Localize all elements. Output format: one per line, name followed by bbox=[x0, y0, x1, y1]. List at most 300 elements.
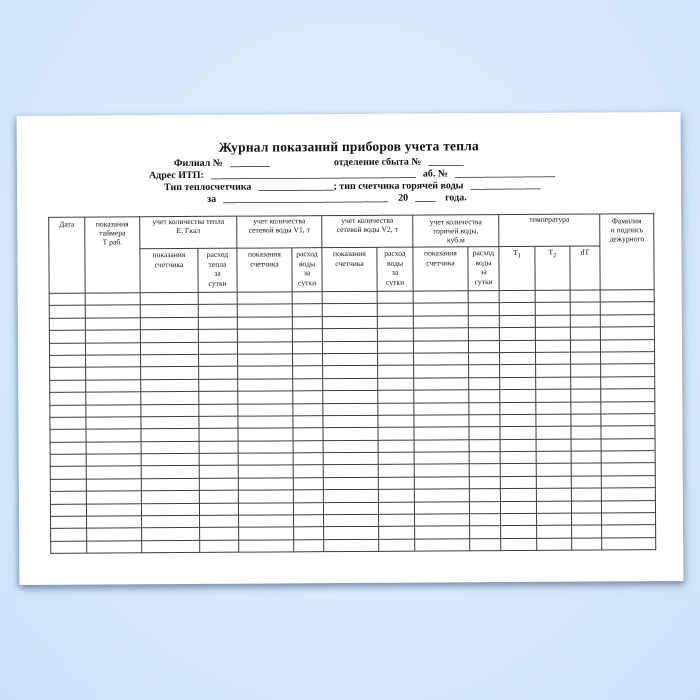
table-empty-cell bbox=[49, 293, 85, 306]
table-empty-cell bbox=[536, 451, 571, 464]
table-empty-cell bbox=[571, 414, 601, 427]
table-empty-cell bbox=[323, 465, 378, 478]
table-empty-cell bbox=[601, 451, 655, 464]
table-empty-cell bbox=[600, 327, 654, 340]
table-empty-cell bbox=[377, 341, 413, 354]
table-empty-cell bbox=[50, 442, 86, 455]
table-empty-cell bbox=[237, 329, 292, 342]
table-empty-cell bbox=[322, 341, 377, 354]
table-empty-cell bbox=[294, 539, 324, 552]
table-empty-cell bbox=[468, 315, 499, 328]
table-empty-cell bbox=[323, 366, 378, 379]
table-empty-cell bbox=[413, 328, 468, 341]
table-empty-cell bbox=[50, 392, 86, 405]
table-empty-cell bbox=[238, 354, 293, 367]
subcol-t2: $T_2$ bbox=[535, 246, 570, 290]
table-empty-cell bbox=[199, 404, 238, 417]
table-empty-cell bbox=[499, 340, 535, 353]
table-empty-cell bbox=[238, 478, 293, 491]
table-empty-cell bbox=[238, 502, 293, 515]
table-empty-cell bbox=[500, 414, 536, 427]
table-empty-cell bbox=[414, 390, 469, 403]
table-empty-cell bbox=[415, 514, 470, 527]
table-empty-cell bbox=[536, 439, 571, 452]
table-empty-cell bbox=[500, 352, 536, 365]
table-empty-cell bbox=[535, 315, 570, 328]
table-empty-cell bbox=[571, 476, 601, 489]
table-empty-cell bbox=[323, 452, 378, 465]
table-empty-cell bbox=[601, 475, 655, 488]
col-header-date: Дата bbox=[49, 217, 85, 293]
readings-table bbox=[48, 213, 656, 554]
table-empty-cell bbox=[198, 342, 237, 355]
table-empty-cell bbox=[141, 441, 199, 454]
account-blank-underline: ____________________ bbox=[454, 167, 555, 180]
table-empty-cell bbox=[142, 540, 200, 553]
table-empty-cell bbox=[199, 428, 238, 441]
table-empty-cell bbox=[500, 501, 536, 514]
table-empty-cell bbox=[324, 527, 379, 540]
table-empty-cell bbox=[571, 401, 601, 414]
table-empty-cell bbox=[414, 353, 469, 366]
table-empty-cell bbox=[468, 340, 499, 353]
table-empty-cell bbox=[413, 316, 468, 329]
table-empty-cell bbox=[469, 501, 500, 514]
table-empty-cell bbox=[469, 476, 500, 489]
table-empty-cell bbox=[200, 515, 239, 528]
table-empty-cell bbox=[469, 377, 500, 390]
table-empty-cell bbox=[323, 403, 378, 416]
table-empty-cell bbox=[141, 503, 199, 516]
dept-label: отделение сбыта № bbox=[333, 156, 422, 169]
table-empty-cell bbox=[198, 317, 237, 330]
table-empty-cell bbox=[199, 441, 238, 454]
table-empty-cell bbox=[501, 513, 537, 526]
subcol-heat-daily-usage: расход тепла за сутки bbox=[198, 248, 237, 292]
table-empty-cell bbox=[50, 479, 86, 492]
table-empty-cell bbox=[51, 529, 87, 542]
table-empty-cell bbox=[379, 514, 415, 527]
table-empty-cell bbox=[571, 488, 601, 501]
table-empty-cell bbox=[536, 364, 571, 377]
table-empty-cell bbox=[602, 525, 656, 538]
table-empty-cell bbox=[571, 377, 601, 390]
subcol-heat-meter-reading: показания счетчика bbox=[140, 248, 198, 292]
table-empty-cell bbox=[600, 314, 654, 327]
table-empty-cell bbox=[499, 315, 535, 328]
table-empty-cell bbox=[50, 429, 86, 442]
table-empty-cell bbox=[500, 365, 536, 378]
table-empty-cell bbox=[414, 477, 469, 490]
period-blank-underline: _________________________________ bbox=[223, 192, 389, 205]
table-empty-cell bbox=[600, 302, 654, 315]
table-empty-cell bbox=[499, 328, 535, 341]
table-empty-cell bbox=[324, 514, 379, 527]
table-empty-cell bbox=[323, 428, 378, 441]
table-empty-cell bbox=[198, 305, 237, 318]
table-empty-cell bbox=[86, 404, 141, 417]
table-empty-cell bbox=[602, 513, 656, 526]
table-empty-cell bbox=[86, 367, 141, 380]
table-empty-cell bbox=[570, 315, 600, 328]
table-empty-cell bbox=[323, 440, 378, 453]
table-empty-cell bbox=[500, 389, 536, 402]
table-empty-cell bbox=[141, 416, 199, 429]
table-empty-cell bbox=[377, 291, 413, 304]
table-empty-cell bbox=[140, 292, 198, 305]
address-blank-underline: _________________________________________ bbox=[210, 168, 416, 181]
table-empty-cell bbox=[470, 526, 501, 539]
subcol-dt: dT bbox=[570, 246, 600, 290]
table-empty-cell bbox=[500, 439, 536, 452]
table-empty-cell bbox=[379, 539, 415, 552]
table-empty-cell bbox=[293, 391, 323, 404]
table-empty-cell bbox=[536, 377, 571, 390]
page-title: Журнал показаний приборов учета тепла bbox=[218, 138, 479, 155]
table-empty-cell bbox=[50, 405, 86, 418]
table-empty-cell bbox=[536, 464, 571, 477]
table-empty-cell bbox=[414, 464, 469, 477]
table-empty-cell bbox=[86, 479, 141, 492]
table-empty-cell bbox=[469, 402, 500, 415]
table-empty-cell bbox=[200, 528, 239, 541]
table-empty-cell bbox=[571, 501, 601, 514]
table-empty-cell bbox=[87, 528, 142, 541]
table-empty-cell bbox=[601, 426, 655, 439]
table-empty-cell bbox=[414, 489, 469, 502]
table-empty-cell bbox=[141, 367, 199, 380]
table-empty-cell bbox=[570, 340, 600, 353]
table-empty-cell bbox=[294, 515, 324, 528]
table-empty-cell bbox=[86, 466, 141, 479]
table-empty-cell bbox=[199, 503, 238, 516]
table-empty-cell bbox=[378, 452, 414, 465]
table-empty-cell bbox=[535, 327, 570, 340]
table-empty-cell bbox=[536, 414, 571, 427]
table-empty-cell bbox=[536, 389, 571, 402]
table-empty-cell bbox=[378, 489, 414, 502]
table-empty-cell bbox=[537, 513, 572, 526]
table-empty-cell bbox=[469, 353, 500, 366]
table-empty-cell bbox=[536, 488, 571, 501]
meter-type-label: Тип теплосчетчика bbox=[163, 181, 252, 194]
table-empty-cell bbox=[50, 491, 86, 504]
table-empty-cell bbox=[378, 353, 414, 366]
table-empty-cell bbox=[293, 490, 323, 503]
table-empty-cell bbox=[199, 490, 238, 503]
table-empty-cell bbox=[86, 392, 141, 405]
table-empty-cell bbox=[535, 290, 570, 303]
table-empty-cell bbox=[602, 537, 656, 550]
table-empty-cell bbox=[414, 439, 469, 452]
table-empty-cell bbox=[469, 414, 500, 427]
col-header-timer: показания таймера Т раб. bbox=[85, 217, 140, 293]
branch-label: Филиал № bbox=[173, 157, 223, 170]
subcol-v2-daily-usage: расход воды за сутки bbox=[377, 247, 413, 291]
table-empty-cell bbox=[238, 391, 293, 404]
table-empty-cell bbox=[238, 416, 293, 429]
table-empty-cell bbox=[85, 305, 140, 318]
table-empty-cell bbox=[200, 540, 239, 553]
table-empty-cell bbox=[50, 417, 86, 430]
table-empty-cell bbox=[323, 378, 378, 391]
table-empty-cell bbox=[199, 478, 238, 491]
table-empty-cell bbox=[293, 465, 323, 478]
table-empty-cell bbox=[414, 378, 469, 391]
table-empty-cell bbox=[378, 390, 414, 403]
table-empty-cell bbox=[468, 291, 499, 304]
col-group-temperature: температура bbox=[499, 214, 600, 247]
account-label: аб. № bbox=[422, 168, 448, 180]
table-empty-cell bbox=[141, 429, 199, 442]
table-empty-cell bbox=[378, 365, 414, 378]
table-empty-cell bbox=[414, 415, 469, 428]
table-empty-cell bbox=[141, 491, 199, 504]
table-empty-cell bbox=[238, 403, 293, 416]
table-empty-cell bbox=[49, 343, 85, 356]
table-empty-cell bbox=[378, 477, 414, 490]
table-empty-cell bbox=[501, 526, 537, 539]
table-empty-cell bbox=[198, 329, 237, 342]
table-empty-cell bbox=[51, 516, 87, 529]
table-empty-cell bbox=[500, 464, 536, 477]
table-empty-cell bbox=[293, 378, 323, 391]
table-empty-cell bbox=[571, 352, 601, 365]
table-empty-cell bbox=[414, 452, 469, 465]
table-empty-cell bbox=[571, 451, 601, 464]
table-empty-cell bbox=[536, 426, 571, 439]
table-empty-cell bbox=[238, 379, 293, 392]
table-empty-cell bbox=[237, 317, 292, 330]
hotwater-meter-label: ; тип счетчика горячей воды bbox=[333, 180, 464, 193]
table-empty-cell bbox=[238, 453, 293, 466]
table-empty-cell bbox=[50, 504, 86, 517]
table-empty-cell bbox=[324, 539, 379, 552]
table-empty-cell bbox=[86, 429, 141, 442]
table-empty-cell bbox=[499, 303, 535, 316]
journal-form-sheet bbox=[17, 112, 684, 585]
table-empty-cell bbox=[536, 476, 571, 489]
table-empty-cell bbox=[379, 527, 415, 540]
table-empty-cell bbox=[570, 327, 600, 340]
table-empty-cell bbox=[378, 427, 414, 440]
table-empty-cell bbox=[536, 501, 571, 514]
table-empty-cell bbox=[570, 302, 600, 315]
table-empty-cell bbox=[238, 441, 293, 454]
table-empty-cell bbox=[49, 318, 85, 331]
table-empty-cell bbox=[570, 290, 600, 303]
journal-table-body bbox=[49, 290, 656, 554]
table-empty-cell bbox=[85, 293, 140, 306]
table-empty-cell bbox=[199, 416, 238, 429]
table-empty-cell bbox=[378, 403, 414, 416]
table-empty-cell bbox=[141, 454, 199, 467]
table-empty-cell bbox=[85, 342, 140, 355]
table-empty-cell bbox=[500, 427, 536, 440]
table-empty-cell bbox=[601, 463, 655, 476]
table-empty-cell bbox=[415, 526, 470, 539]
table-empty-cell bbox=[199, 391, 238, 404]
col-header-signature: Фамилия и подпись дежурного bbox=[600, 214, 654, 290]
table-empty-cell bbox=[601, 488, 655, 501]
table-empty-cell bbox=[572, 513, 602, 526]
table-empty-cell bbox=[500, 451, 536, 464]
table-empty-cell bbox=[601, 339, 655, 352]
table-empty-cell bbox=[469, 439, 500, 452]
table-empty-cell bbox=[293, 478, 323, 491]
table-empty-cell bbox=[141, 466, 199, 479]
table-empty-cell bbox=[414, 427, 469, 440]
table-empty-cell bbox=[377, 316, 413, 329]
table-empty-cell bbox=[86, 491, 141, 504]
table-empty-cell bbox=[536, 352, 571, 365]
table-empty-cell bbox=[199, 379, 238, 392]
table-empty-cell bbox=[413, 340, 468, 353]
table-empty-cell bbox=[378, 378, 414, 391]
table-empty-cell bbox=[601, 414, 655, 427]
table-empty-cell bbox=[293, 403, 323, 416]
table-empty-cell bbox=[571, 426, 601, 439]
table-empty-cell bbox=[501, 538, 537, 551]
table-empty-cell bbox=[470, 514, 501, 527]
table-empty-cell bbox=[322, 291, 377, 304]
table-empty-cell bbox=[293, 453, 323, 466]
table-empty-cell bbox=[51, 541, 87, 554]
subcol-v1-meter-reading: показания счетчика bbox=[237, 248, 292, 292]
table-empty-cell bbox=[87, 516, 142, 529]
table-empty-cell bbox=[141, 392, 199, 405]
table-empty-cell bbox=[377, 304, 413, 317]
table-empty-cell bbox=[140, 305, 198, 318]
table-empty-cell bbox=[50, 467, 86, 480]
table-empty-cell bbox=[142, 528, 200, 541]
table-empty-cell bbox=[50, 454, 86, 467]
table-empty-cell bbox=[292, 304, 322, 317]
table-empty-cell bbox=[50, 380, 86, 393]
table-empty-cell bbox=[601, 500, 655, 513]
table-empty-cell bbox=[601, 401, 655, 414]
meter-type-blank-underline: _______________ bbox=[258, 181, 334, 193]
table-empty-cell bbox=[140, 317, 198, 330]
branch-line bbox=[17, 155, 681, 170]
table-empty-cell bbox=[469, 464, 500, 477]
table-empty-cell bbox=[292, 316, 322, 329]
col-group-heat: учет количества тепла Е, Гкал bbox=[140, 216, 237, 249]
table-empty-cell bbox=[86, 355, 141, 368]
table-empty-cell bbox=[601, 364, 655, 377]
table-empty-cell bbox=[292, 329, 322, 342]
table-empty-cell bbox=[415, 539, 470, 552]
table-empty-cell bbox=[49, 306, 85, 319]
table-empty-cell bbox=[294, 527, 324, 540]
period-label: за bbox=[207, 193, 217, 205]
table-empty-cell bbox=[140, 330, 198, 343]
table-empty-cell bbox=[85, 330, 140, 343]
table-empty-cell bbox=[50, 355, 86, 368]
table-empty-cell bbox=[238, 428, 293, 441]
table-empty-cell bbox=[378, 465, 414, 478]
table-empty-cell bbox=[470, 538, 501, 551]
table-empty-cell bbox=[601, 438, 655, 451]
table-empty-cell bbox=[378, 415, 414, 428]
table-empty-cell bbox=[199, 466, 238, 479]
table-empty-cell bbox=[469, 452, 500, 465]
table-empty-cell bbox=[293, 440, 323, 453]
table-empty-cell bbox=[86, 503, 141, 516]
table-empty-cell bbox=[239, 527, 294, 540]
table-empty-cell bbox=[601, 376, 655, 389]
table-empty-cell bbox=[50, 367, 86, 380]
table-empty-cell bbox=[414, 365, 469, 378]
subcol-hotwater-daily-usage: расход воды за сутки bbox=[468, 247, 499, 291]
table-empty-cell bbox=[500, 377, 536, 390]
table-empty-cell bbox=[322, 316, 377, 329]
table-empty-cell bbox=[537, 538, 572, 551]
table-empty-cell bbox=[293, 428, 323, 441]
table-row bbox=[51, 537, 656, 553]
table-empty-cell bbox=[500, 402, 536, 415]
table-empty-cell bbox=[377, 328, 413, 341]
branch-blank-underline: ________ bbox=[229, 157, 270, 169]
table-empty-cell bbox=[468, 303, 499, 316]
table-empty-cell bbox=[199, 354, 238, 367]
table-empty-cell bbox=[199, 367, 238, 380]
table-empty-cell bbox=[87, 541, 142, 554]
table-empty-cell bbox=[142, 515, 200, 528]
year-prefix: 20 bbox=[398, 192, 409, 204]
table-empty-cell bbox=[535, 303, 570, 316]
table-empty-cell bbox=[572, 525, 602, 538]
table-empty-cell bbox=[141, 354, 199, 367]
hotwater-meter-blank-underline: ______________ bbox=[470, 179, 541, 192]
table-empty-cell bbox=[141, 404, 199, 417]
table-empty-cell bbox=[323, 477, 378, 490]
table-empty-cell bbox=[141, 379, 199, 392]
table-empty-cell bbox=[237, 304, 292, 317]
table-empty-cell bbox=[600, 290, 654, 303]
table-empty-cell bbox=[536, 402, 571, 415]
table-empty-cell bbox=[323, 490, 378, 503]
branch-field bbox=[174, 157, 270, 170]
table-empty-cell bbox=[537, 526, 572, 539]
table-empty-cell bbox=[413, 291, 468, 304]
subcol-hotwater-meter-reading: показания счетчика bbox=[413, 247, 468, 291]
year-blank-underline: ____ bbox=[415, 192, 436, 204]
table-empty-cell bbox=[239, 515, 294, 528]
subcol-v1-daily-usage: расход воды за сутки bbox=[292, 248, 322, 292]
table-empty-cell bbox=[293, 502, 323, 515]
table-empty-cell bbox=[571, 389, 601, 402]
table-empty-cell bbox=[469, 390, 500, 403]
table-empty-cell bbox=[500, 489, 536, 502]
table-empty-cell bbox=[413, 303, 468, 316]
table-empty-cell bbox=[499, 290, 535, 303]
table-empty-cell bbox=[469, 427, 500, 440]
year-suffix: года. bbox=[445, 192, 467, 204]
table-empty-cell bbox=[469, 365, 500, 378]
dept-blank-underline: _______ bbox=[428, 156, 464, 168]
table-empty-cell bbox=[468, 328, 499, 341]
table-empty-cell bbox=[323, 415, 378, 428]
table-empty-cell bbox=[378, 440, 414, 453]
table-empty-cell bbox=[237, 292, 292, 305]
table-empty-cell bbox=[293, 366, 323, 379]
table-empty-cell bbox=[571, 463, 601, 476]
table-empty-cell bbox=[571, 364, 601, 377]
table-empty-cell bbox=[322, 304, 377, 317]
table-empty-cell bbox=[238, 366, 293, 379]
period-line bbox=[207, 192, 467, 206]
